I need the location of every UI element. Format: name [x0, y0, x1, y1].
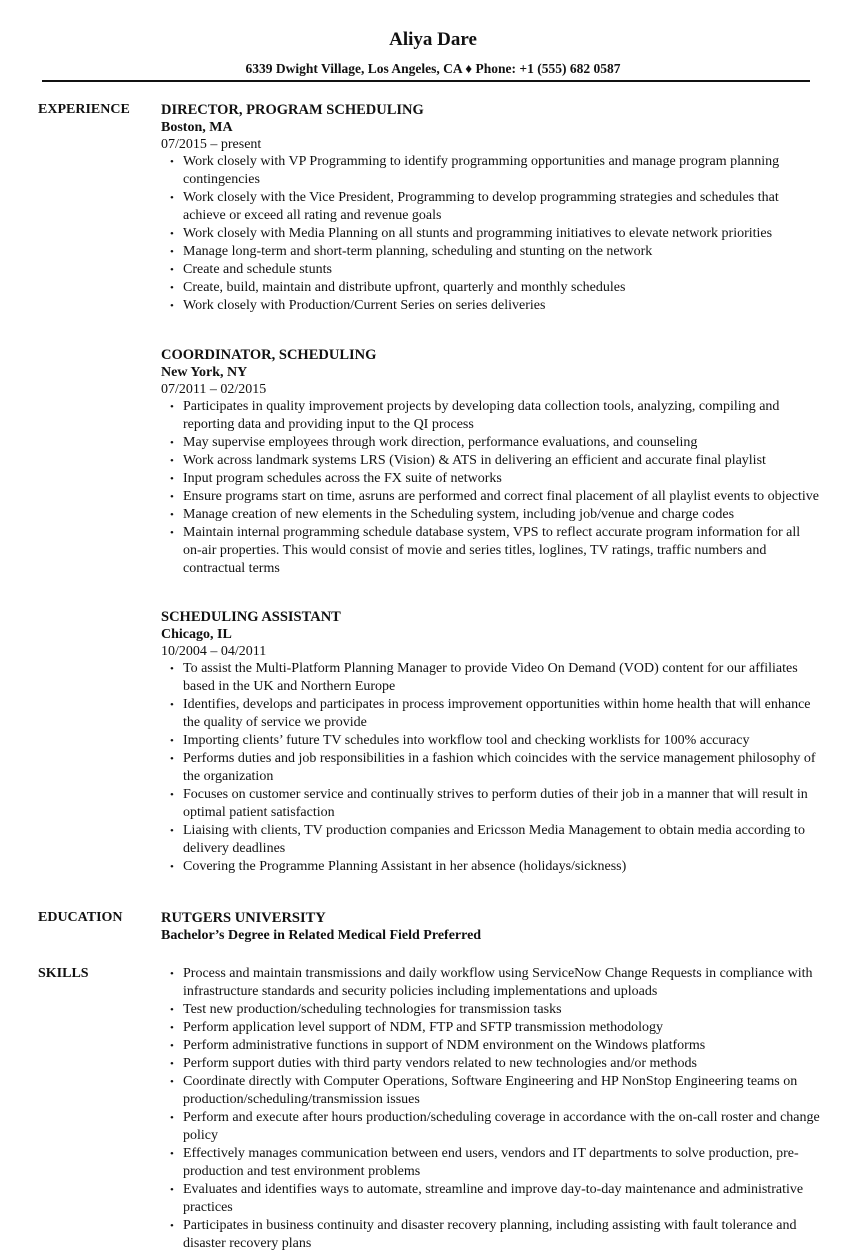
list-item: • Focuses on customer service and continually strives to perform duties of their job in a manner that will result in optimal patient satisfaction: [161, 786, 821, 822]
experience-body: [161, 101, 821, 876]
list-item: • Importing clients’ future TV schedules into workflow tool and checking worklists for 100% accuracy: [161, 732, 821, 750]
header-divider: [42, 80, 810, 82]
list-item: • Covering the Programme Planning Assistant in her absence (holidays/sickness): [161, 858, 821, 876]
school-name: RUTGERS UNIVERSITY: [161, 910, 326, 926]
list-item: • Process and maintain transmissions and daily workflow using ServiceNow Change Requests in compliance with infrastructure standards and security policies including implementations and uploads: [161, 965, 821, 1001]
job-entry: [161, 608, 821, 876]
list-item: • Work across landmark systems LRS (Vision) & ATS in delivering an efficient and accurate final playlist: [161, 452, 821, 470]
list-item: • Test new production/scheduling technologies for transmission tasks: [161, 1001, 821, 1019]
candidate-name: Aliya Dare: [389, 29, 477, 50]
list-item: • Create and schedule stunts: [161, 261, 821, 279]
list-item: • Effectively manages communication between end users, vendors and IT departments to solve production, pre-production and test environment problems: [161, 1145, 821, 1181]
list-item: • Coordinate directly with Computer Operations, Software Engineering and HP NonStop Engineering teams on production/scheduling/transmission issues: [161, 1073, 821, 1109]
list-item: • Ensure programs start on time, asruns are performed and correct final placement of all playlist events to objective: [161, 488, 821, 506]
list-item: • Work closely with Media Planning on all stunts and programming initiatives to elevate network priorities: [161, 225, 821, 243]
list-item: • To assist the Multi-Platform Planning Manager to provide Video On Demand (VOD) content for our affiliates based in the UK and Northern Europe: [161, 660, 821, 696]
list-item: • Manage creation of new elements in the Scheduling system, including job/venue and charge codes: [161, 506, 821, 524]
skills-bullets: [161, 965, 821, 1253]
job-entry: [161, 346, 821, 578]
list-item: • Work closely with Production/Current Series on series deliveries: [161, 297, 821, 315]
job-bullets: [161, 153, 821, 315]
education-label: EDUCATION: [38, 910, 123, 925]
job-title: COORDINATOR, SCHEDULING: [161, 347, 377, 363]
experience-label: EXPERIENCE: [38, 102, 130, 117]
job-entry: [161, 101, 821, 315]
list-item: • May supervise employees through work direction, performance evaluations, and counseling: [161, 434, 821, 452]
list-item: • Evaluates and identifies ways to automate, streamline and improve day-to-day maintenance and administrative practices: [161, 1181, 821, 1217]
job-dates: 07/2011 – 02/2015: [161, 382, 267, 397]
job-dates: 10/2004 – 04/2011: [161, 644, 267, 659]
list-item: • Participates in business continuity and disaster recovery planning, including assisting with fault tolerance and disaster recovery plans: [161, 1217, 821, 1253]
list-item: • Manage long-term and short-term planning, scheduling and stunting on the network: [161, 243, 821, 261]
list-item: • Create, build, maintain and distribute upfront, quarterly and monthly schedules: [161, 279, 821, 297]
contact-line: 6339 Dwight Village, Los Angeles, CA ♦ Phone: +1 (555) 682 0587: [245, 61, 621, 76]
resume-header: [0, 0, 866, 77]
education-body: [161, 909, 821, 945]
job-location: Boston, MA: [161, 120, 233, 135]
job-dates: 07/2015 – present: [161, 137, 262, 152]
list-item: • Perform support duties with third party vendors related to new technologies and/or methods: [161, 1055, 821, 1073]
job-title: DIRECTOR, PROGRAM SCHEDULING: [161, 102, 424, 118]
list-item: • Perform application level support of NDM, FTP and SFTP transmission methodology: [161, 1019, 821, 1037]
list-item: • Perform administrative functions in support of NDM environment on the Windows platforms: [161, 1037, 821, 1055]
job-location: New York, NY: [161, 365, 248, 380]
list-item: • Work closely with the Vice President, Programming to develop programming strategies and schedules that achieve or exceed all rating and revenue goals: [161, 189, 821, 225]
job-bullets: [161, 660, 821, 876]
degree: Bachelor’s Degree in Related Medical Field Preferred: [161, 928, 482, 943]
skills-body: [161, 965, 821, 1253]
list-item: • Identifies, develops and participates in process improvement opportunities within home health that will enhance the quality of service we provide: [161, 696, 821, 732]
list-item: • Performs duties and job responsibilities in a fashion which coincides with the service management philosophy of the organization: [161, 750, 821, 786]
list-item: • Participates in quality improvement projects by developing data collection tools, analyzing, compiling and reporting data and providing input to the QI process: [161, 398, 821, 434]
job-title: SCHEDULING ASSISTANT: [161, 609, 341, 625]
list-item: • Maintain internal programming schedule database system, VPS to reflect accurate program information for all on-air properties. This would consist of movie and series titles, loglines, TV ratings, traffic numbers and contractual terms: [161, 524, 821, 578]
list-item: • Perform and execute after hours production/scheduling coverage in accordance with the on-call roster and change policy: [161, 1109, 821, 1145]
list-item: • Work closely with VP Programming to identify programming opportunities and manage program planning contingencies: [161, 153, 821, 189]
job-bullets: [161, 398, 821, 578]
list-item: • Input program schedules across the FX suite of networks: [161, 470, 821, 488]
job-location: Chicago, IL: [161, 627, 232, 642]
list-item: • Liaising with clients, TV production companies and Ericsson Media Management to obtain media according to delivery deadlines: [161, 822, 821, 858]
skills-label: SKILLS: [38, 966, 89, 981]
